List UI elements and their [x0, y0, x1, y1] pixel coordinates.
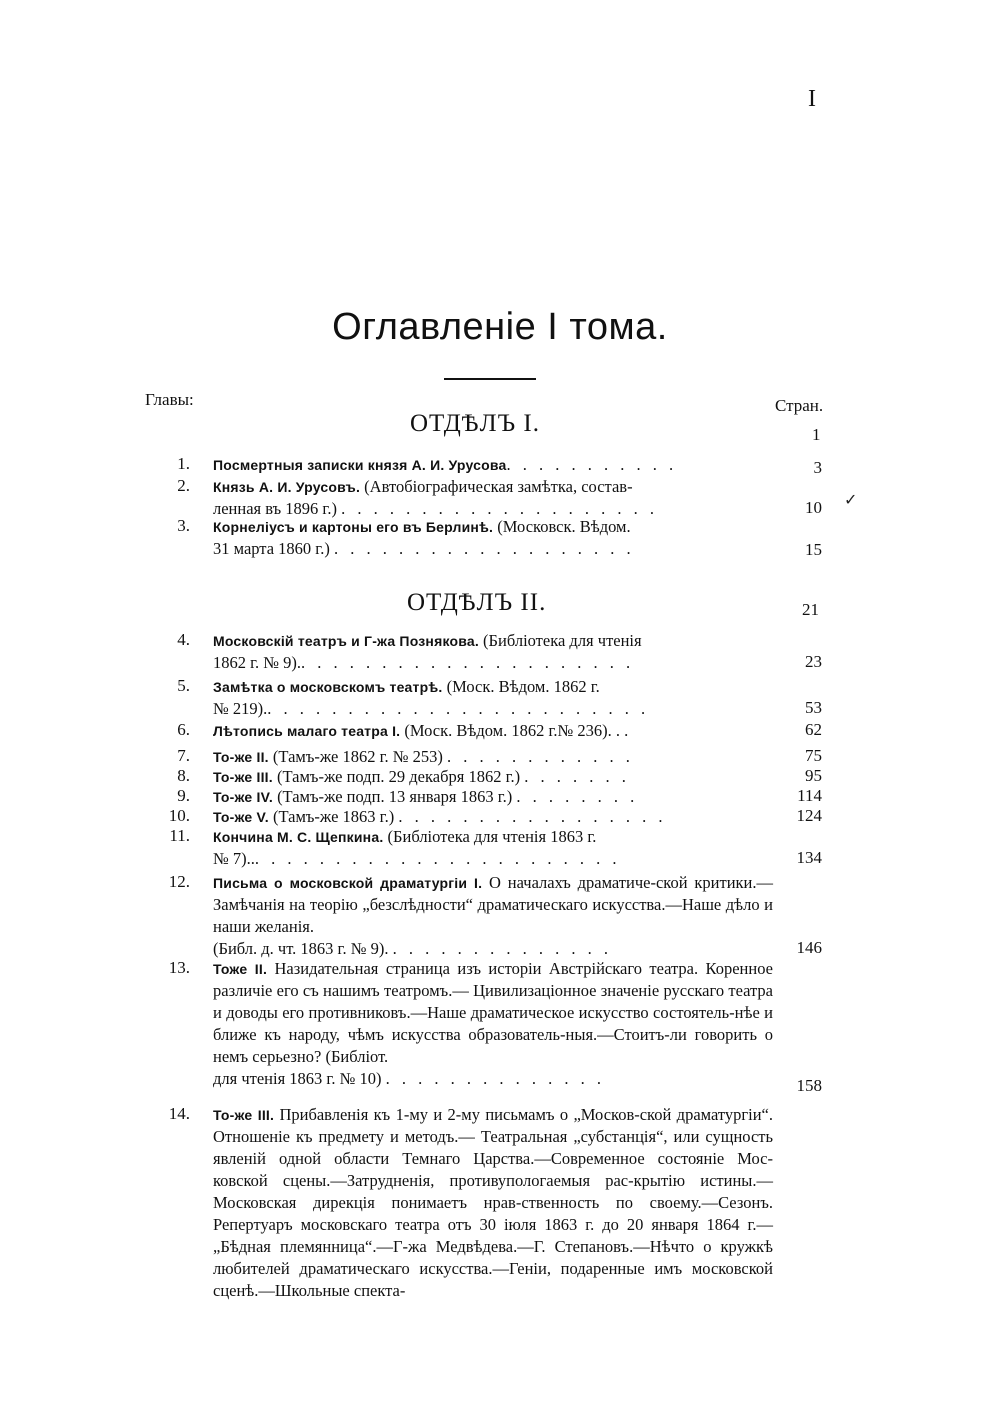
- entry-number: 8.: [177, 766, 190, 785]
- entry-title: То-же V.: [213, 809, 269, 825]
- section-heading-2: ОТДѢЛЪ II.: [407, 589, 547, 616]
- entry-number: 6.: [177, 720, 190, 739]
- pencil-check-mark: ✓: [844, 490, 858, 509]
- entry-title: Посмертныя записки князя А. И. Урусова: [213, 457, 507, 473]
- entry-number: 1.: [177, 454, 190, 473]
- entry-text: То-же IV. (Тамъ-же подп. 13 января 1863 г.) . . . . . . . .: [213, 787, 639, 806]
- entry-title: То-же III.: [213, 1107, 275, 1123]
- entry-title: То-же III.: [213, 769, 273, 785]
- entry-text: Письма о московской драматургіи I. О началахъ драматиче-ской критики.—Замѣчанія на теорію „безслѣдности“ драматическаго искусства.—Наше дѣло и наши желанія. (Библ. д. чт. 1863 г. № 9). . . . . . . . . . . . . . .: [213, 873, 773, 958]
- entry-text: То-же V. (Тамъ-же 1863 г.) . . . . . . . . . . . . . . . . .: [213, 807, 667, 826]
- entry-number: 12.: [168, 872, 190, 891]
- page-number: I: [808, 86, 816, 112]
- entry-number: 5.: [177, 676, 190, 695]
- entry-number: 4.: [177, 630, 190, 649]
- entry-title: То-же IV.: [213, 789, 273, 805]
- chapters-column-header: Главы:: [145, 390, 194, 409]
- entry-page: 3: [813, 458, 822, 477]
- entry-title: Тоже II.: [213, 961, 268, 977]
- entry-number: 9.: [177, 786, 190, 805]
- entry-title: Московскій театръ и Г-жа Познякова.: [213, 633, 479, 649]
- entry-page: 95: [805, 766, 822, 785]
- entry-text: Тоже II. Назидательная страница изъ исторіи Австрійскаго театра. Коренное различіе его съ нашимъ театромъ.— Цивилизаціонное значеніе русскаго театра и доводы его противниковъ.—Наше драматическое искусство состоятель-нѣе и ближе къ народу, чѣмъ искусства образователь-ныя.—Стоитъ-ли говорить о немъ серьезно? (Библіот. для чтенія 1863 г. № 10) . . . . . . . . . . . . . .: [213, 959, 773, 1088]
- title-divider: [444, 378, 536, 380]
- entry-title: Корнеліусъ и картоны его въ Берлинѣ.: [213, 519, 494, 535]
- page-title: Оглавленіе I тома.: [332, 306, 668, 348]
- entry-title: Лѣтопись малаго театра I.: [213, 723, 401, 739]
- entry-page: 134: [796, 848, 822, 867]
- entry-page: 53: [805, 698, 822, 717]
- entry-title: Князь А. И. Урусовъ.: [213, 479, 361, 495]
- entry-number: 3.: [177, 516, 190, 535]
- entry-text: Корнеліусъ и картоны его въ Берлинѣ. (Московск. Вѣдом. 31 марта 1860 г.) . . . . . . . . . . . . . . . . . . .: [213, 517, 635, 558]
- pages-column-header: Стран.: [775, 396, 824, 415]
- entry-page: 75: [805, 746, 822, 765]
- entry-page: 158: [796, 1076, 822, 1095]
- entry-page: 23: [805, 652, 822, 671]
- entry-page: 62: [805, 720, 822, 739]
- entry-text: То-же III. Прибавленія къ 1-му и 2-му письмамъ о „Москов-ской драматургіи“. Отношеніе къ предмету и методъ.— Театральная „субстанція“, или сущность явленій одной области Темнаго Царства.—Современное состояніе Мос-ковской сцены.—Затрудненія, противупологаемыя рас-крытію истины.—Московская дирекція понимаетъ нрав-ственность по своему.—Сезонъ. Репертуаръ московскаго театра отъ 30 іюля 1863 г. до 20 января 1864 г.—„Бѣдная племянница“.—Г-жа Медвѣдева.—Г. Степановъ.—Нѣчто о кружкѣ любителей драматическаго искусства.—Геніи, подаренные имъ московской сценѣ.—Школьные спекта-: [213, 1105, 773, 1300]
- entry-title: Замѣтка о московскомъ театрѣ.: [213, 679, 443, 695]
- section-page-2: 21: [802, 600, 819, 619]
- entry-text: Замѣтка о московскомъ театрѣ. (Моск. Вѣдом. 1862 г. № 219).. . . . . . . . . . . . . . . . . . . . . . . .: [213, 677, 650, 718]
- entry-text: Лѣтопись малаго театра I. (Моск. Вѣдом. 1862 г.№ 236). . .: [213, 721, 629, 740]
- entry-number: 2.: [177, 476, 190, 495]
- entry-number: 11.: [169, 826, 190, 845]
- section-heading-1: ОТДѢЛЪ I.: [410, 410, 541, 437]
- entry-page: 124: [796, 806, 822, 825]
- entry-text: Кончина М. С. Щепкина. (Библіотека для чтенія 1863 г. № 7)... . . . . . . . . . . . . . . . . . . . . . .: [213, 827, 621, 868]
- entry-page: 15: [805, 540, 822, 559]
- entry-page: 10: [805, 498, 822, 517]
- entry-page: 114: [797, 786, 822, 805]
- entry-number: 14.: [168, 1104, 190, 1123]
- entry-title: Письма о московской драматургіи I.: [213, 875, 483, 891]
- section-page-1: 1: [812, 425, 821, 444]
- entry-title: То-же II.: [213, 749, 269, 765]
- entry-text: То-же II. (Тамъ-же 1862 г. № 253) . . . . . . . . . . . .: [213, 747, 634, 766]
- entry-text: Князь А. И. Урусовъ. (Автобіографическая замѣтка, состав- ленная въ 1896 г.) . . . . . . . . . . . . . . . . . . . .: [213, 477, 658, 518]
- entry-text: Московскій театръ и Г-жа Познякова. (Библіотека для чтенія 1862 г. № 9).. . . . . . . . . . . . . . . . . . . . .: [213, 631, 642, 672]
- entry-text: То-же III. (Тамъ-же подп. 29 декабря 1862 г.) . . . . . . .: [213, 767, 630, 786]
- entry-number: 7.: [177, 746, 190, 765]
- entry-page: 146: [796, 938, 822, 957]
- entry-title: Кончина М. С. Щепкина.: [213, 829, 384, 845]
- entry-number: 10.: [168, 806, 190, 825]
- entry-number: 13.: [168, 958, 190, 977]
- entry-text: Посмертныя записки князя А. И. Урусова. . . . . . . . . . .: [213, 455, 678, 474]
